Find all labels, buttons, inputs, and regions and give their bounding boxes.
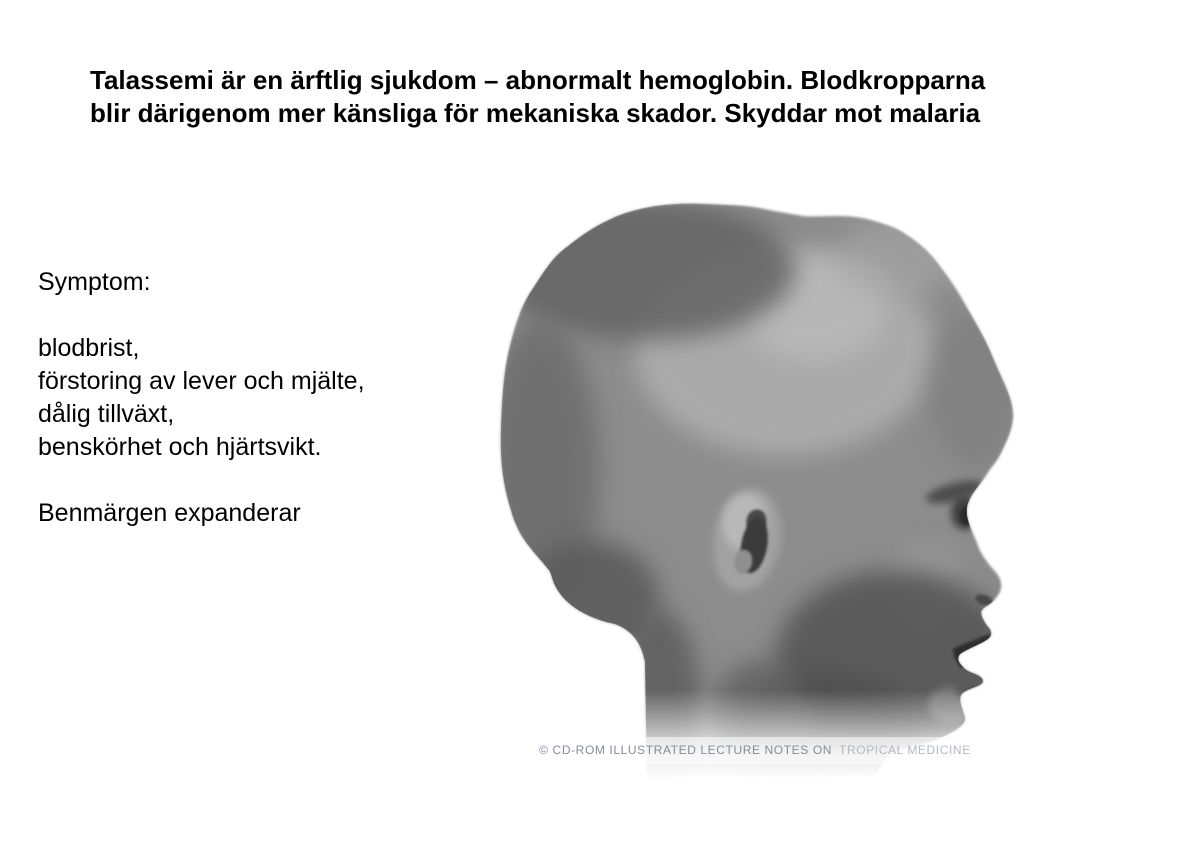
- caption-copyright-text: © CD-ROM ILLUSTRATED LECTURE NOTES ON: [539, 743, 833, 757]
- title-line-2: blir därigenom mer känsliga för mekaniska skador. Skyddar mot malaria: [90, 98, 981, 128]
- symptom-item-poor-growth: dålig tillväxt,: [38, 400, 175, 428]
- caption-emphasis-text: TROPICAL MEDICINE: [839, 743, 971, 757]
- bone-marrow-note: Benmärgen expanderar: [38, 499, 301, 527]
- photo-caption: [495, 737, 1015, 764]
- photo-bottom-fade: [495, 690, 1015, 780]
- spacer: [38, 299, 365, 332]
- symptoms-block: [38, 266, 365, 530]
- thalassemia-child-photo: [495, 200, 1015, 780]
- slide-title: [90, 64, 985, 130]
- symptom-item-bone-heart: benskörhet och hjärtsvikt.: [38, 433, 322, 461]
- eye-pupil: [960, 507, 974, 525]
- symptoms-heading: Symptom:: [38, 268, 151, 296]
- spacer: [38, 464, 365, 497]
- symptom-item-anemia: blodbrist,: [38, 334, 140, 362]
- child-profile-illustration: [495, 200, 1015, 780]
- title-line-1: Talassemi är en ärftlig sjukdom – abnormalt hemoglobin. Blodkropparna: [90, 65, 986, 95]
- symptom-item-organ-enlargement: förstoring av lever och mjälte,: [38, 367, 365, 395]
